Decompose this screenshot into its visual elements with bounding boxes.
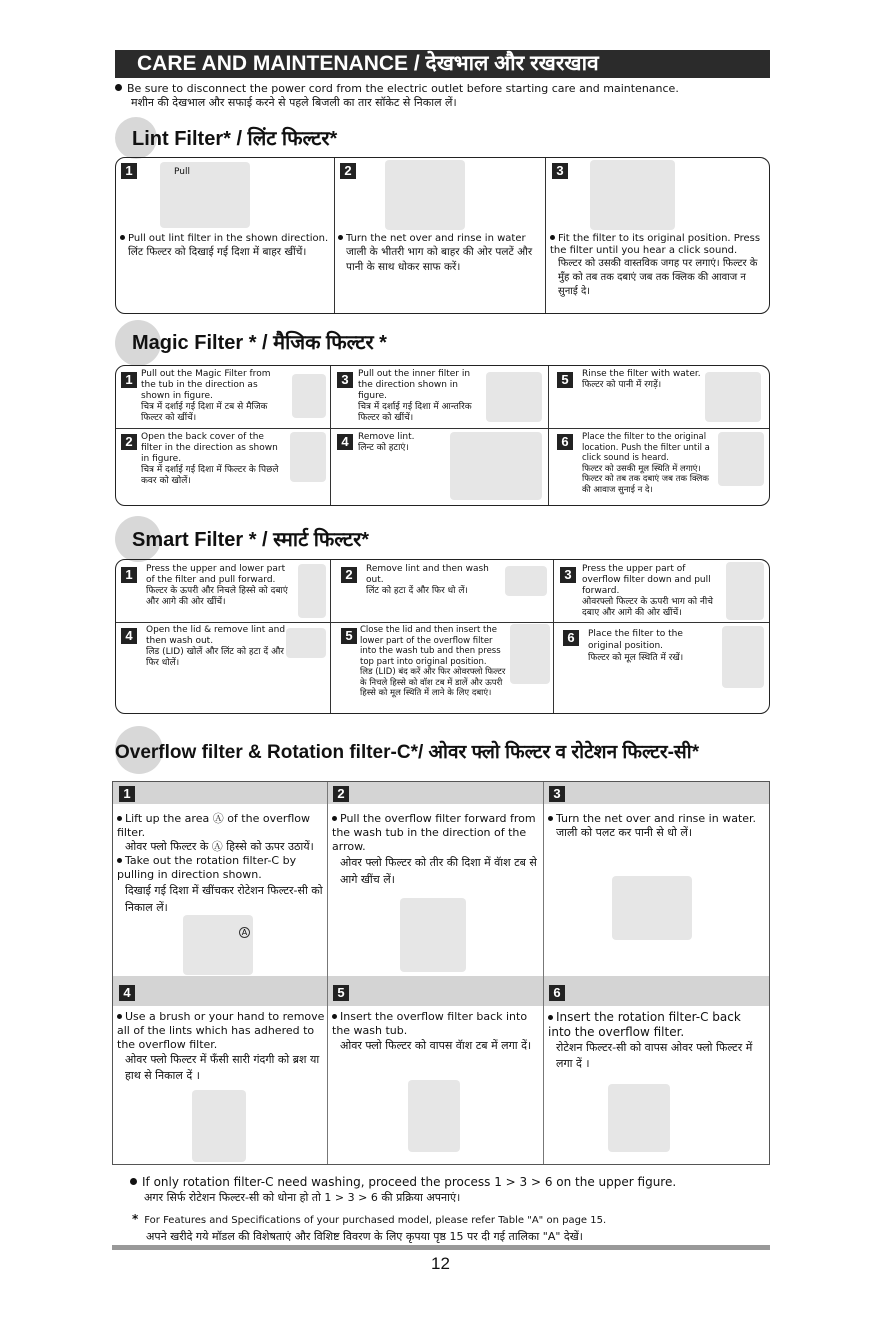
overflow-step-1-hi2: दिखाई गई दिशा में खींचकर रोटेशन फिल्टर-सी को निकाल लें। (125, 884, 323, 914)
page-number: 12 (431, 1254, 450, 1273)
smart-step-4-image (286, 628, 326, 658)
overflow-step-2-en: Pull the overflow filter forward from the wash tub in the direction of the arrow. (332, 812, 536, 853)
bullet-icon (117, 858, 122, 863)
magic-step-5-image (705, 372, 761, 422)
intro-note (115, 82, 775, 110)
divider (543, 782, 544, 1164)
overflow-step-6-hi: रोटेशन फिल्टर-सी को वापस ओवर फ्लो फिल्टर में लगा दें । (556, 1041, 753, 1070)
bullet-icon (550, 235, 555, 240)
overflow-step-6-en: Insert the rotation filter-C back into the overflow filter. (548, 1010, 741, 1039)
step-number: 1 (121, 372, 137, 388)
overflow-step-2 (332, 812, 540, 888)
magic-step-4-image (450, 432, 542, 500)
step-number: 4 (121, 628, 137, 644)
page-header: CARE AND MAINTENANCE / देखभाल और रखरखाव (115, 50, 770, 78)
divider (116, 622, 769, 623)
smart-step-3-image (726, 562, 764, 620)
overflow-step-5 (332, 1010, 540, 1054)
step-number: 3 (549, 786, 565, 802)
overflow-title: Overflow filter & Rotation filter-C*/ ओवर फ्लो फिल्टर व रोटेशन फिल्टर-सी* (115, 742, 700, 763)
smart-step-6-en: Place the filter to the original position. (588, 629, 683, 651)
magic-step-2 (141, 432, 286, 487)
overflow-step-1-hi: ओवर फ्लो फिल्टर के Ⓐ हिस्से को ऊपर उठायें। (125, 840, 314, 853)
step-number: 1 (119, 786, 135, 802)
features-note-hi: अपने खरीदे गये मॉडल की विशेषताएं और विशिष्ट विवरण के लिए कृपया पृष्ठ 15 पर दी गई तालिका "A" देखें। (146, 1230, 583, 1243)
divider (334, 158, 335, 313)
step-number: 4 (337, 434, 353, 450)
overflow-step-3-hi: जाली को पलट कर पानी से धो लें। (556, 826, 693, 839)
smart-step-1 (146, 564, 296, 608)
smart-step-1-image (298, 564, 326, 618)
bullet-icon (332, 816, 337, 821)
lint-title: Lint Filter* / लिंट फिल्टर* (132, 128, 338, 150)
row-band (113, 782, 769, 804)
overflow-step-1-image (183, 915, 253, 975)
bullet-icon (130, 1178, 137, 1185)
asterisk: * (132, 1212, 139, 1226)
bullet-icon (120, 235, 125, 240)
bullet-icon (332, 1014, 337, 1019)
lint-step-2-image (385, 160, 465, 230)
smart-title: Smart Filter * / स्मार्ट फिल्टर* (132, 529, 370, 551)
divider (330, 366, 331, 505)
magic-step-3-en: Pull out the inner filter in the direction shown in figure. (358, 369, 471, 401)
magic-step-2-en: Open the back cover of the filter in the direction as shown in figure. (141, 432, 278, 464)
step-number: 3 (560, 567, 576, 583)
row-band (113, 976, 769, 1006)
bullet-icon (548, 816, 553, 821)
overflow-step-5-en: Insert the overflow filter back into the wash tub. (332, 1010, 528, 1037)
magic-step-2-image (290, 432, 326, 482)
overflow-step-3-en: Turn the net over and rinse in water. (556, 812, 757, 825)
overflow-step-6 (548, 1010, 766, 1072)
bullet-icon (117, 816, 122, 821)
smart-step-2-hi: लिंट को हटा दें और फिर धो लें। (366, 586, 468, 596)
magic-step-6-image (718, 432, 764, 486)
rotation-note-hi: अगर सिर्फ रोटेशन फिल्टर-सी को धोना हो तो 1 > 3 > 6 की प्रक्रिया अपनाएं। (144, 1191, 461, 1204)
magic-step-1-image (292, 374, 326, 418)
lint-step-3-image (590, 160, 675, 230)
magic-step-5-hi: फिल्टर को पानी में रगड़ें। (582, 380, 662, 390)
smart-step-2-en: Remove lint and then wash out. (366, 564, 489, 585)
step-number: 1 (121, 567, 137, 583)
step-number: 2 (340, 163, 356, 179)
magic-step-4-en: Remove lint. (358, 432, 415, 442)
lint-step-1-en: Pull out lint filter in the shown direction. (128, 233, 329, 244)
intro-hi: मशीन की देखभाल और सफाई करने से पहले बिजली का तार सॉकेट से निकाल लें। (131, 96, 457, 109)
smart-step-2 (366, 564, 506, 597)
step-number: 6 (549, 985, 565, 1001)
smart-step-4 (146, 625, 286, 669)
smart-step-3 (582, 564, 722, 619)
step-number: 2 (121, 434, 137, 450)
smart-step-6-image (722, 626, 764, 688)
overflow-step-4-en: Use a brush or your hand to remove all of the lints which has adhered to the overflow filter. (117, 1010, 325, 1051)
step-number: 5 (557, 372, 573, 388)
step-number: 3 (552, 163, 568, 179)
lint-step-3-hi: फिल्टर को उसकी वास्तविक जगह पर लगाएं। फिल्टर के मुँह को तब तक दबाएं जब तक क्लिक की आवाज न सुनाई दे। (558, 258, 758, 297)
lint-step-1-image (160, 162, 250, 228)
magic-step-4-hi: लिन्ट को हटाएं। (358, 443, 409, 453)
lint-step-1 (120, 233, 332, 260)
step-number: 4 (119, 985, 135, 1001)
step-number: 5 (341, 628, 357, 644)
smart-step-4-en: Open the lid & remove lint and then wash out. (146, 625, 286, 646)
intro-en: Be sure to disconnect the power cord from the electric outlet before starting care and maintenance. (127, 82, 679, 95)
magic-step-5-en: Rinse the filter with water. (582, 369, 701, 379)
overflow-step-3-image (612, 876, 692, 940)
step-number: 3 (337, 372, 353, 388)
overflow-step-5-hi: ओवर फ्लो फिल्टर को वापस वॅाश टब में लगा दें। (340, 1039, 532, 1052)
overflow-step-2-hi: ओवर फ्लो फिल्टर को तीर की दिशा में वॅाश टब से आगे खींच लें। (340, 856, 537, 886)
magic-step-4 (358, 432, 448, 454)
lint-step-2-hi: जाली के भीतरी भाग को बाहर की ओर पलटें और पानी के साथ धोकर साफ करें। (346, 246, 533, 273)
divider (327, 782, 328, 1164)
lint-step-3 (550, 233, 765, 299)
divider (330, 560, 331, 713)
features-note-en: For Features and Specifications of your purchased model, please refer Table "A" on page 15. (144, 1215, 607, 1226)
smart-step-2-image (505, 566, 547, 596)
overflow-step-1-en2: Take out the rotation filter-C by pulling in direction shown. (117, 854, 297, 881)
magic-step-2-hi: चित्र में दर्शाई गई दिशा में फिल्टर के पिछले कवर को खोलें। (141, 465, 279, 486)
magic-step-6 (582, 432, 714, 495)
lint-step-2-en: Turn the net over and rinse in water (346, 233, 526, 244)
overflow-step-4-hi: ओवर फ्लो फिल्टर में फँसी सारी गंदगी को ब्रश या हाथ से निकाल दें । (125, 1053, 320, 1082)
smart-step-3-hi: ओवरफ्लो फिल्टर के ऊपरी भाग को नीचे दबाए और आगे की ओर खींचें। (582, 597, 713, 618)
features-note (132, 1211, 772, 1245)
magic-step-6-en: Place the filter to the original location. Push the filter until a click sound is heard. (582, 432, 710, 463)
smart-step-1-en: Press the upper and lower part of the filter and pull forward. (146, 564, 286, 585)
step-number: 5 (333, 985, 349, 1001)
smart-step-5-image (510, 624, 550, 684)
overflow-step-1-en: Lift up the area Ⓐ of the overflow filter. (117, 812, 311, 839)
overflow-step-4 (117, 1010, 325, 1084)
smart-step-5-hi: लिड (LID) बंद करें और फिर ओवरफ्लो फिल्टर के निचले हिस्से को वॉश टब में डालें और ऊपरी हिस्से को मूल स्थिति में लाने के लिए दबाएं। (360, 667, 506, 698)
rotation-note (130, 1174, 770, 1206)
magic-step-3-image (486, 372, 542, 422)
overflow-step-4-image (192, 1090, 246, 1162)
smart-step-6-hi: फिल्टर को मूल स्थिति में रखें। (588, 653, 684, 663)
marker-a: A (239, 927, 250, 938)
smart-step-5 (360, 625, 510, 699)
magic-title: Magic Filter * / मैजिक फिल्टर * (132, 332, 387, 354)
divider (553, 560, 554, 713)
divider (116, 428, 769, 429)
smart-step-4-hi: लिड (LID) खोलें और लिंट को हटा दें और फिर धोलें। (146, 647, 284, 668)
smart-step-6 (588, 628, 718, 664)
step-number: 6 (563, 630, 579, 646)
magic-step-1-hi: चित्र में दर्शाई गई दिशा में टब से मैजिक फिल्टर को खींचें। (141, 402, 268, 423)
magic-step-3 (358, 369, 483, 424)
magic-step-6-hi: फिल्टर को उसकी मूल स्थिति में लगाएं। फिल्टर को तब तक दबाएं जब तक क्लिक की आवाज सुनाई न दे। (582, 463, 709, 495)
step-number: 6 (557, 434, 573, 450)
bullet-icon (548, 1015, 553, 1020)
step-number: 2 (333, 786, 349, 802)
step-number: 2 (341, 567, 357, 583)
footer-bar (112, 1245, 770, 1250)
magic-step-1 (141, 369, 286, 424)
overflow-step-5-image (408, 1080, 460, 1152)
bullet-icon (117, 1014, 122, 1019)
bullet-icon (338, 235, 343, 240)
magic-step-5 (582, 369, 702, 391)
overflow-step-2-image (400, 898, 466, 972)
overflow-step-6-image (608, 1084, 670, 1152)
pull-label: Pull (174, 167, 190, 177)
step-number: 1 (121, 163, 137, 179)
overflow-step-3 (548, 812, 766, 840)
bullet-icon (115, 84, 122, 91)
magic-step-3-hi: चित्र में दर्शाई गई दिशा में आन्तरिक फिल्टर को खींचें। (358, 402, 472, 423)
smart-step-5-en: Close the lid and then insert the lower part of the overflow filter into the wash tub and then press top part into original position. (360, 625, 501, 667)
smart-step-1-hi: फिल्टर के ऊपरी और निचले हिस्से को दबाएं और आगे की ओर खींचें। (146, 586, 288, 607)
divider (548, 366, 549, 505)
smart-step-3-en: Press the upper part of overflow filter down and pull forward. (582, 564, 711, 596)
lint-step-1-hi: लिंट फिल्टर को दिखाई गई दिशा में बाहर खींचें। (128, 246, 307, 258)
lint-step-3-en: Fit the filter to its original position. Press the filter until you hear a click sound. (550, 233, 761, 256)
divider (545, 158, 546, 313)
rotation-note-en: If only rotation filter-C need washing, proceed the process 1 > 3 > 6 on the upper figure. (142, 1175, 677, 1189)
lint-step-2 (338, 233, 543, 275)
magic-step-1-en: Pull out the Magic Filter from the tub in the direction as shown in figure. (141, 369, 271, 401)
overflow-step-1 (117, 812, 325, 916)
